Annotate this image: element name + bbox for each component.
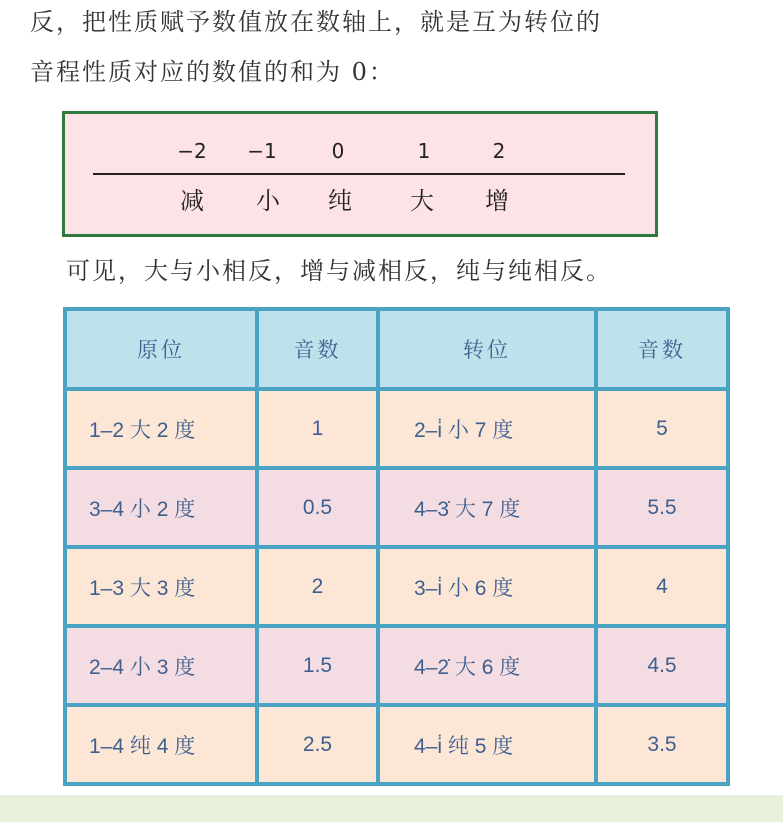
cell-inverted-steps: 5.5 (596, 468, 728, 547)
paragraph-intro: 反，把性质赋予数值放在数轴上，就是互为转位的 (30, 8, 602, 36)
cell-original: 3–4 小 2 度 (65, 468, 257, 547)
cell-original-steps: 1.5 (257, 626, 378, 705)
cell-inverted-steps: 4 (596, 547, 728, 626)
cell-original: 1–4 纯 4 度 (65, 705, 257, 784)
axis-quality: 小 (256, 187, 280, 215)
cell-inverted: 4–i̇ 纯 5 度 (378, 705, 596, 784)
cell-original-steps: 0.5 (257, 468, 378, 547)
bottom-band (0, 795, 783, 822)
header-original-steps: 音数 (257, 309, 378, 389)
cell-inverted-steps: 4.5 (596, 626, 728, 705)
cell-original-steps: 1 (257, 389, 378, 468)
table-row (65, 389, 728, 468)
axis-quality: 纯 (328, 187, 352, 215)
cell-original: 2–4 小 3 度 (65, 626, 257, 705)
cell-original: 1–3 大 3 度 (65, 547, 257, 626)
axis-quality: 大 (410, 187, 434, 215)
axis-number: 1 (417, 139, 431, 163)
table-row (65, 547, 728, 626)
cell-inverted: 4–2̇ 大 6 度 (378, 626, 596, 705)
cell-original-steps: 2 (257, 547, 378, 626)
axis-quality: 减 (180, 187, 204, 215)
table-header-row (65, 309, 728, 389)
table-row (65, 626, 728, 705)
cell-inverted-steps: 3.5 (596, 705, 728, 784)
axis-number: −2 (177, 139, 207, 163)
number-axis-figure (62, 111, 658, 237)
axis-number: −1 (247, 139, 277, 163)
paragraph-sum-zero: 音程性质对应的数值的和为 0： (30, 58, 395, 86)
cell-inverted: 2–i̇ 小 7 度 (378, 389, 596, 468)
axis-number: 0 (331, 139, 345, 163)
header-inverted-steps: 音数 (596, 309, 728, 389)
axis-quality: 增 (485, 187, 509, 215)
number-axis-svg (65, 114, 655, 234)
header-original: 原位 (65, 309, 257, 389)
interval-inversion-table (63, 307, 730, 786)
table-row (65, 705, 728, 784)
cell-inverted: 4–3̇ 大 7 度 (378, 468, 596, 547)
table-row (65, 468, 728, 547)
axis-number: 2 (492, 139, 506, 163)
cell-original: 1–2 大 2 度 (65, 389, 257, 468)
header-inverted: 转位 (378, 309, 596, 389)
cell-inverted-steps: 5 (596, 389, 728, 468)
paragraph-conclusion: 可见，大与小相反，增与减相反，纯与纯相反。 (66, 257, 612, 285)
cell-original-steps: 2.5 (257, 705, 378, 784)
cell-inverted: 3–i̇ 小 6 度 (378, 547, 596, 626)
